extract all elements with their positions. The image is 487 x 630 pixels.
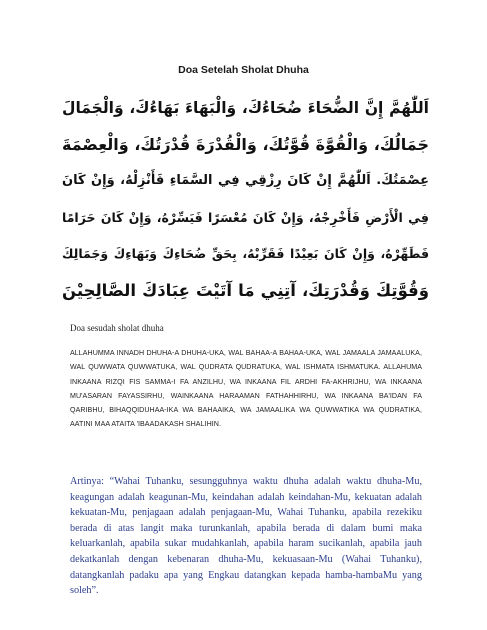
- arabic-line: فِي الْأَرْضِ فَأَخْرِجْهُ، وَإِنْ كَانَ مُعْسَرًا فَيَسِّرْهُ، وَإِنْ كَانَ حَرَامًا: [62, 209, 429, 225]
- latin-transliteration: ALLAHUMMA INNADH DHUHA-A DHUHA-UKA, WAL BAHAA-A BAHAA-UKA, WAL JAMAALA JAMAALUKA, WAL QUWWATA QUWWATUKA, WAL QUDRATA QUDRATUKA, WAL ISHMATA ISHMATUKA. ALLAHUMA INKAANA RIZQI FIS SAMMA-I FA ANZILHU, WA INKAANA FIL ARDHI FA-AKHRIJHU, WA INKAANA MU'ASARAN FAYASSIRHU, WAINKAANA HARAAMAN FATHAHHIRHU, WA INKAANA BA'IDAN FA QARIBHU, BIHAQQIDUHAA-IKA WA BAHAAIKA, WA JAMAALIKA WA QUWWATIKA WA QUDRATIKA, AATINI MAA ATAITA 'IBAADAKASH SHALIHIN.: [70, 349, 422, 429]
- document-title: Doa Setelah Sholat Dhuha: [178, 64, 309, 76]
- arabic-line: عِصْمَتُكَ. اَللّٰهُمَّ إِنْ كَانَ رِزْقِي فِي السَّمَاءِ فَأَنْزِلْهُ، وَإِنْ كَانَ: [62, 173, 429, 188]
- arabic-prayer-text: [62, 90, 429, 315]
- caption: Doa sesudah sholat dhuha: [70, 323, 164, 333]
- arabic-line: وَقُوَّتِكَ وَقُدْرَتِكَ، آتِنِي مَا آتَيْتَ عِبَادَكَ الصَّالِحِيْنَ: [62, 280, 429, 300]
- translation-paragraph: Artinya: “Wahai Tuhanku, sesungguhnya waktu dhuha adalah waktu dhuha-Mu, keagungan adalah keagunan-Mu, keindahan adalah keindahan-Mu, kekuatan adalah kekuatan-Mu, penjagaan adalah penjagaan-Mu, Wahai Tuhanku, apabila rezekiku berada di atas langit maka turunkanlah, apabila berada di dalam bumi maka keluarkanlah, apabila sukar mudahkanlah, apabila haram sucikanlah, apabila jauh dekatkanlah dengan kebenaran dhuha-Mu, kekuasaan-Mu (Wahai Tuhanku), datangkanlah padaku apa yang Engkau datangkan kepada hamba-hambaMu yang soleh”.: [70, 476, 422, 597]
- arabic-line: اَللّٰهُمَّ إِنَّ الضُّحَاءَ ضُحَاءُكَ، وَالْبَهَاءَ بَهَاءُكَ، وَالْجَمَالَ: [62, 99, 429, 117]
- arabic-line: جَمَالُكَ، وَالْقُوَّةَ قُوَّتُكَ، وَالْقُدْرَةَ قُدْرَتُكَ، وَالْعِصْمَةَ: [62, 134, 429, 154]
- arabic-line: فَطَهِّرْهُ، وَإِنْ كَانَ بَعِيْدًا فَقَرِّبْهُ، بِحَقِّ ضُحَاءِكَ وَبَهَاءِكَ وَجَمَالِكَ: [62, 246, 429, 261]
